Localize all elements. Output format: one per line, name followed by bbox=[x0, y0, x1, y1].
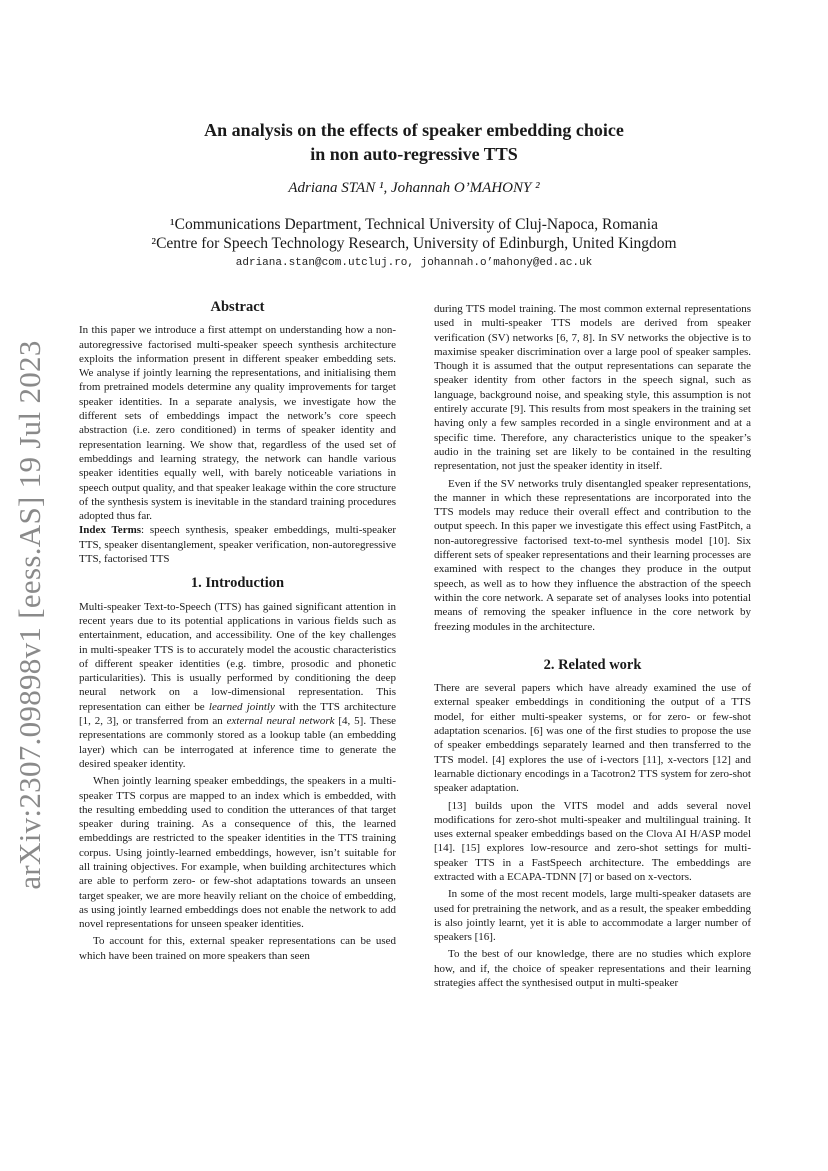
intro-paragraph-3-continued: during TTS model training. The most common external representations used in multi-speaker TTS models are derived from speaker verification (SV) networks [6, 7, 8]. In SV networks the objective is to maximise speaker discrimination over a large pool of speaker samples. Though it is assumed that the output representations can separate the speaker identity from other factors in the speech signal, such as language, background noise, and speaking style, this assumption is not entirely accurate [9]. This results from most speakers in the training set having only a few samples recorded in a single environment and at a specific time. Therefore, any characteristics unique to the speaker’s audio in the training set are likely to be contained in the resulting representation, not just the speaker identity in itself. bbox=[434, 303, 751, 473]
affiliations bbox=[0, 215, 828, 253]
index-terms-list: : speech synthesis, speaker embeddings, multi-speaker TTS, speaker disentanglement, speaker verification, non-autoregressive TTS, factorised TTS bbox=[79, 524, 396, 566]
index-terms bbox=[79, 523, 396, 566]
intro-paragraph-3: To account for this, external speaker representations can be used which have been trained on more speakers than seen bbox=[79, 935, 396, 962]
authors: Adriana STAN ¹, Johannah O’MAHONY ² bbox=[288, 180, 540, 196]
intro-paragraph-2: When jointly learning speaker embeddings, the speakers in a multi-speaker TTS corpus are mapped to an index which is embedded, with the resulting embedding used to condition the utterances of that target speaker during training. As a consequence of this, the learned embeddings are restricted to the speaker identities in the TTS training corpus. Using jointly-learned embeddings, however, isn’t suitable for all training objectives. For example, when building architectures which are able to perform zero- or few-shot adaptations towards an unseen target speaker, we are more heavily reliant on the choice of embedding, as using jointly learned embeddings does not enable the network to add novel representations for unseen speaker identities. bbox=[79, 775, 396, 931]
affiliation-2: ²Centre for Speech Technology Research, University of Edinburgh, United Kingdom bbox=[151, 235, 677, 252]
abstract-text: In this paper we introduce a first attempt on understanding how a non-autoregressive factorised multi-speaker speech synthesis architecture exploits the information present in different speaker embedding sets. We analyse if jointly learning the representations, and initialising them from pretrained models determine any quality improvements for target speaker identities. In a separate analysis, we investigate how the different sets of embeddings impact the network’s core speech abstraction (i.e. zero conditioned) in terms of speaker identity and representation learning. We show that, regardless of the used set of embeddings and learning strategy, the network can handle various speaker identities equally well, with barely noticeable variations in speech output quality, and that speaker leakage within the core structure of the synthesis system is inevitable in the standard training procedures adopted thus far. bbox=[79, 324, 396, 523]
affiliation-1: ¹Communications Department, Technical University of Cluj-Napoca, Romania bbox=[170, 216, 658, 233]
related-paragraph-3: In some of the most recent models, large multi-speaker datasets are used for pretraining the network, and as a result, the speaker embedding is also jointly learnt, yet it is able to accommodate a larger number of speakers [16]. bbox=[434, 888, 751, 944]
arxiv-id: arXiv:2307.09898v1 [eess.AS] 19 Jul 2023 bbox=[12, 340, 47, 890]
intro-paragraph-4: Even if the SV networks truly disentangled speaker representations, the manner in which these representations are incorporated into the TTS models may reduce their overall effect and contribution to the output speech. In this paper we investigate this effect using FastPitch, a non-autoregressive factorised text-to-mel synthesis model [10]. Six different sets of speaker representations and their learning processes are examined with respect to the changes they produce in the output speech, as well as to how they influence the abstraction of the speech within the core network. A separate set of analyses looks into potential means of removing the speaker influence in the core network by freezing modules in the architecture. bbox=[434, 477, 751, 633]
right-column bbox=[434, 302, 751, 990]
title-line-1: An analysis on the effects of speaker embedding choice bbox=[204, 120, 624, 140]
related-paragraph-1: There are several papers which have already examined the use of external speaker embeddings in conditioning the output of a TTS model, for either multi-speaker systems, or for zero- or few-shot adaptation scenarios. [6] was one of the first studies to propose the use of speaker embeddings separately learned and then transferred to the TTS model. [4] explores the use of i-vectors [11], x-vectors [12] and learnable dictionary encodings in a Tacotron2 TTS system for zero-shot speaker adaptation. bbox=[434, 682, 751, 795]
arxiv-identifier-sidebar bbox=[10, 340, 50, 890]
index-terms-label: Index Terms bbox=[79, 524, 142, 537]
intro-paragraph-1: Multi-speaker Text-to-Speech (TTS) has gained significant attention in recent years due to its potential applications in various fields such as entertainment, education, and accessibility. One of the key challenges in multi-speaker TTS is to accurately model the acoustic characteristics of different speaker identities (e.g. timbre, prosodic and phonetic particularities). This is usually performed by conditioning the deep neural network on a low-dimensional representation. This representation can either be learned jointly with the TTS architecture [1, 2, 3], or transferred from an external neural network [4, 5]. These representations are commonly stored as a lookup table (an embedding layer) which can be interrogated at inference time to generate the desired speaker identity. bbox=[79, 600, 396, 770]
title-line-2: in non auto-regressive TTS bbox=[310, 144, 518, 164]
paper-title bbox=[0, 118, 828, 166]
abstract-heading: Abstract bbox=[210, 299, 265, 315]
author-emails: adriana.stan@com.utcluj.ro, johannah.o’mahony@ed.ac.uk bbox=[235, 257, 593, 269]
related-work-heading: 2. Related work bbox=[543, 656, 642, 673]
introduction-heading: 1. Introduction bbox=[190, 575, 285, 592]
related-paragraph-4: To the best of our knowledge, there are no studies which explore how, and if, the choice of speaker representations and their learning strategies affect the synthesised output in multi-speaker bbox=[434, 948, 751, 990]
related-paragraph-2: [13] builds upon the VITS model and adds several novel modifications for zero-shot multi-speaker and multilingual training. It uses external speaker embeddings based on the Clova AI H/ASP model [14]. [15] explores low-resource and zero-shot settings for multi-speaker TTS in a FastSpeech architecture. The embeddings are extracted with a ECAPA-TDNN [7] or based on x-vectors. bbox=[434, 799, 751, 883]
left-column bbox=[79, 300, 396, 963]
